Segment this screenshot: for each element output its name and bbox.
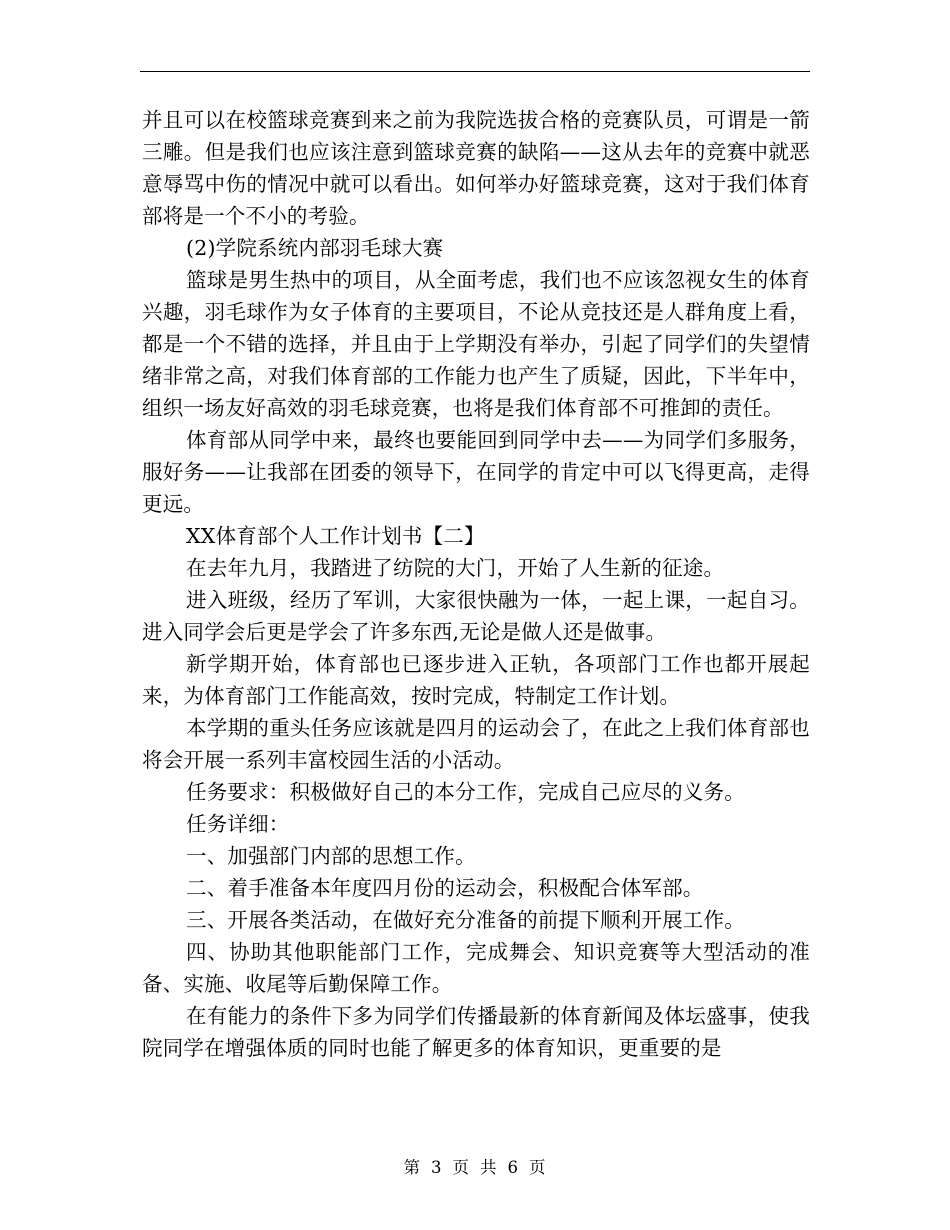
list-item: 四、协助其他职能部门工作，完成舞会、知识竞赛等大型活动的准备、实施、收尾等后勤保障工作。 [142, 940, 810, 996]
list-item: 二、着手准备本年度四月份的运动会，积极配合体军部。 [186, 876, 704, 900]
paragraph: 任务要求：积极做好自己的本分工作，完成自己应尽的义务。 [186, 780, 745, 804]
list-item: 一、加强部门内部的思想工作。 [186, 844, 476, 868]
paragraph-heading: XX体育部个人工作计划书【二】 [186, 524, 485, 548]
paragraph: 进入班级，经历了军训，大家很快融为一体，一起上课，一起自习。进入同学会后更是学会了许多东西,无论是做人还是做事。 [142, 588, 810, 644]
paragraph: 任务详细： [186, 812, 290, 836]
footer-label-ye2: 页 [529, 1158, 547, 1177]
footer-label-gong: 共 [480, 1158, 498, 1177]
paragraph: 篮球是男生热中的项目，从全面考虑，我们也不应该忽视女生的体育兴趣，羽毛球作为女子体育的主要项目，不论从竞技还是人群角度上看，都是一个不错的选择，并且由于上学期没有举办，引起了同学们的失望情绪非常之高，对我们体育部的工作能力也产生了质疑，因此，下半年中，组织一场友好高效的羽毛球竞赛，也将是我们体育部不可推卸的责任。 [142, 268, 810, 420]
paragraph: 体育部从同学中来，最终也要能回到同学中去——为同学们多服务，服好务——让我部在团委的领导下，在同学的肯定中可以飞得更高，走得更远。 [142, 428, 810, 516]
footer-page-total: 6 [507, 1158, 519, 1177]
footer-label-di: 第 [403, 1158, 421, 1177]
footer-page-current: 3 [431, 1158, 443, 1177]
page-footer [0, 1154, 950, 1178]
paragraph: 在去年九月，我踏进了纺院的大门，开始了人生新的征途。 [186, 556, 725, 580]
paragraph: 在有能力的条件下多为同学们传播最新的体育新闻及体坛盛事，使我院同学在增强体质的同时也能了解更多的体育知识，更重要的是 [142, 1004, 810, 1060]
paragraph: 并且可以在校篮球竞赛到来之前为我院选拔合格的竞赛队员，可谓是一箭三雕。但是我们也应该注意到篮球竞赛的缺陷——这从去年的竞赛中就恶意辱骂中伤的情况中就可以看出。如何举办好篮球竞赛，这对于我们体育部将是一个不小的考验。 [142, 108, 810, 228]
document-body [142, 104, 810, 1064]
list-item: 三、开展各类活动，在做好充分准备的前提下顺利开展工作。 [186, 908, 745, 932]
paragraph-heading: (2)学院系统内部羽毛球大赛 [186, 236, 444, 260]
header-rule [140, 71, 810, 72]
paragraph: 本学期的重头任务应该就是四月的运动会了，在此之上我们体育部也将会开展一系列丰富校园生活的小活动。 [142, 716, 810, 772]
paragraph: 新学期开始，体育部也已逐步进入正轨，各项部门工作也都开展起来，为体育部门工作能高效，按时完成，特制定工作计划。 [142, 652, 810, 708]
footer-label-ye: 页 [452, 1158, 470, 1177]
